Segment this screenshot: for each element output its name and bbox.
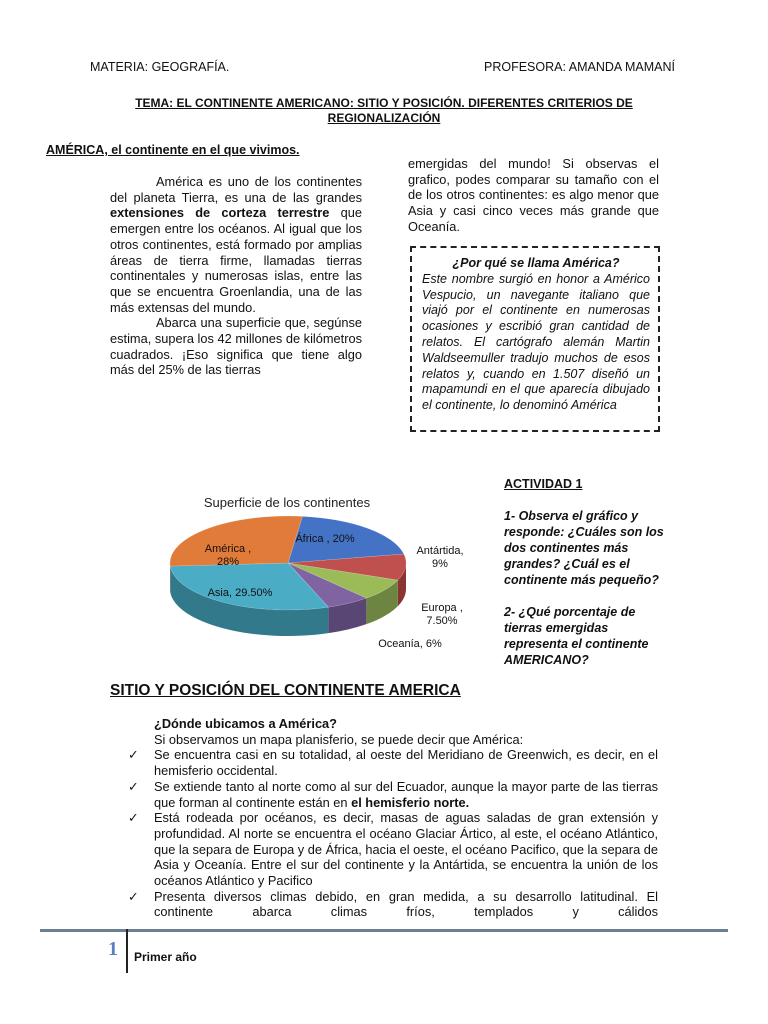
chart-title: Superficie de los continentes [203, 495, 371, 510]
pie-label-europa: Europa , 7.50% [421, 602, 463, 627]
sitio-lead: Si observamos un mapa planisferio, se puede decir que América: [154, 731, 524, 747]
box-title: ¿Por qué se llama América? [452, 256, 620, 270]
list-item: ✓ Está rodeada por océanos, es decir, masas de aguas saladas de gran extensión y profundidad. Al norte se encuentra el océano Glaciar Ártico, al este, el océano Atlántico, que la separa de Europa y de África, hacia el oeste, el océano Pacifico, que la separa de Asia y Oceanía. Entre el sur del continente y la Antártida, se encuentra la unión de los océanos Atlántico y Pacifico [128, 810, 658, 889]
pie-label-américa: América , 28% [204, 543, 252, 568]
activity-title: ACTIVIDAD 1 [504, 477, 583, 491]
sitio-section [128, 716, 658, 920]
box-text: Este nombre surgió en honor a Américo Vespucio, un navegante italiano que viajó por el continente en numerosas ocasiones y escribió gran cantidad de relatos. El cartógrafo alemán Martin Waldseemuller tradujo muchos de esos relatos y, cuando en 1.507 diseñó un mapamundi en el que aparecía dibujado el continente, lo denominó América [422, 271, 650, 413]
footer-rule [40, 929, 728, 932]
section-heading: SITIO Y POSICIÓN DEL CONTINENTE AMERICA [110, 682, 461, 699]
list-item: ✓ Se encuentra casi en su totalidad, al oeste del Meridiano de Greenwich, es decir, en el hemisferio occidental. [128, 747, 658, 779]
check-icon: ✓ [128, 778, 139, 794]
subject-label: MATERIA: GEOGRAFÍA. [90, 60, 230, 74]
pie-label-antártida: Antártida, 9% [416, 545, 464, 570]
name-origin-box [410, 246, 660, 432]
pie-label-asia: Asia, 29.50% [207, 587, 273, 599]
sitio-list [128, 747, 658, 920]
intro-bold-phrase: extensiones de corteza terrestre [110, 205, 330, 221]
intro-paragraph-2: Abarca una superficie que, segúnse estima, supera los 42 millones de kilómetros cuadrados. ¡Eso significa que tiene algo más del 25% de las tierras [110, 315, 362, 378]
sitio-question: ¿Dónde ubicamos a América? [154, 716, 337, 731]
check-icon: ✓ [128, 888, 139, 904]
footer-label: Primer año [134, 950, 197, 964]
page-number: 1 [108, 938, 118, 960]
activity-block [504, 476, 674, 684]
teacher-label: PROFESORA: AMANDA MAMANÍ [484, 60, 676, 74]
continents-pie-chart [170, 490, 470, 660]
activity-question-1: 1- Observa el gráfico y responde: ¿Cuáles son los dos continentes más grandes? ¿Cuál es el continente más pequeño? [504, 509, 664, 587]
pie-label-áfrica: África , 20% [295, 533, 355, 545]
intro-left-column [110, 174, 362, 378]
intro-title: AMÉRICA, el continente en el que vivimos. [46, 143, 300, 157]
intro-paragraph-1: América es uno de los continentes del planeta Tierra, es una de las grandes extensiones de corteza terrestre que emergen entre los océanos. Al igual que los otros continentes, está formado por amplias áreas de tierra firme, llamadas tierras continentales y numerosas islas, entre las que se encuentra Groenlandia, una de las más extensas del mundo. [110, 174, 362, 315]
list-item: ✓ Se extiende tanto al norte como al sur del Ecuador, aunque la mayor parte de las tierras que forman al continente están en el hemisferio norte. [128, 778, 658, 810]
intro-right-column: emergidas del mundo! Si observas el grafico, podes comparar su tamaño con el de los otros continentes: es algo menor que Asia y casi cinco veces más grande que Oceanía. [408, 156, 659, 234]
footer-divider [126, 929, 128, 973]
topic-title: TEMA: EL CONTINENTE AMERICANO: SITIO Y POSICIÓN. DIFERENTES CRITERIOS DE REGIONALIZACIÓN [135, 96, 633, 125]
check-icon: ✓ [128, 810, 139, 826]
activity-question-2: 2- ¿Qué porcentaje de tierras emergidas representa el continente AMERICANO? [504, 605, 649, 667]
pie-label-oceanía: Oceanía, 6% [378, 638, 442, 650]
list-item: ✓ Presenta diversos climas debido, en gran medida, a su desarrollo latitudinal. El continente abarca climas fríos, templados y cálidos [128, 888, 658, 920]
check-icon: ✓ [128, 747, 139, 763]
